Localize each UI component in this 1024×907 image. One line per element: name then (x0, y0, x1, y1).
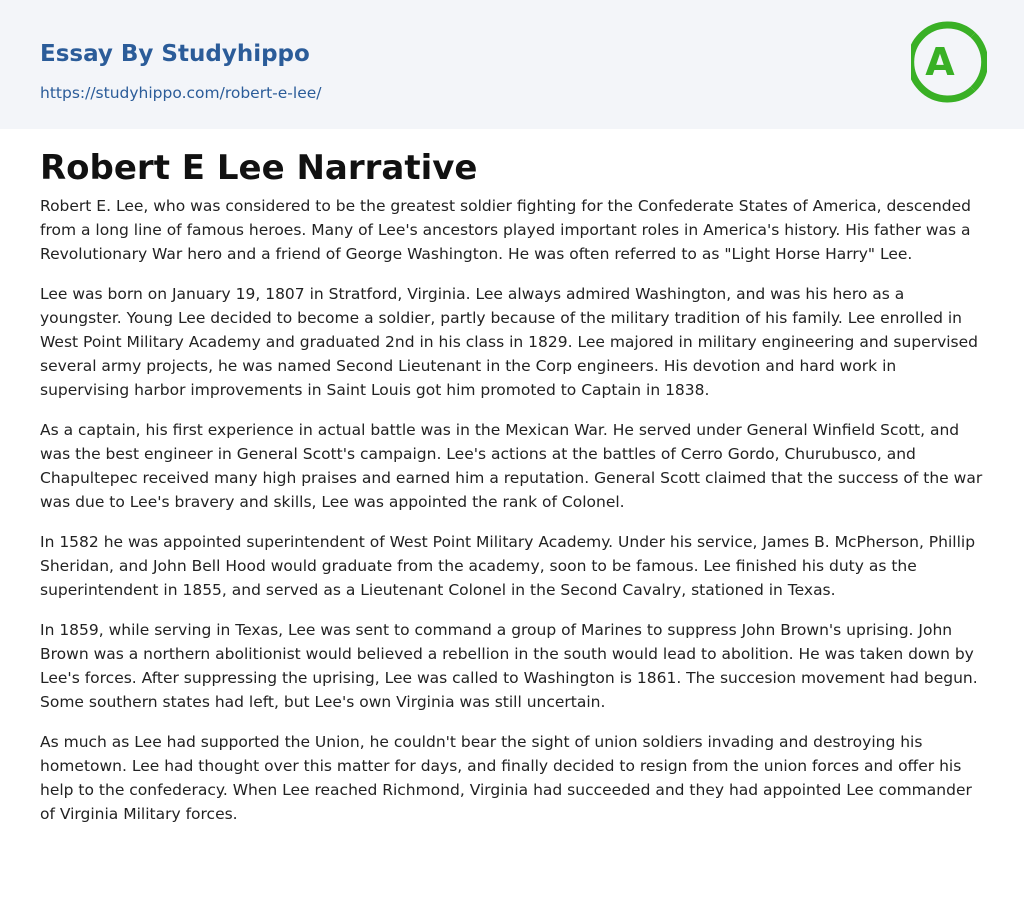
paragraph: Lee was born on January 19, 1807 in Stratford, Virginia. Lee always admired Washington, and was his hero as a youngster. Young Lee decided to become a soldier, partly because of the military tradition of his family. Lee enrolled in West Point Military Academy and graduated 2nd in his class in 1829. Lee majored in military engineering and supervised several army projects, he was named Second Lieutenant in the Corp engineers. His devotion and hard work in supervising harbor improvements in Saint Louis got him promoted to Captain in 1838. (40, 285, 978, 399)
source-url-link[interactable]: https://studyhippo.com/robert-e-lee/ (40, 84, 322, 102)
paragraph: In 1582 he was appointed superintendent of West Point Military Academy. Under his service, James B. McPherson, Phillip Sheridan, and John Bell Hood would graduate from the academy, soon to be famous. Lee finished his duty as the superintendent in 1855, and served as a Lieutenant Colonel in the Second Cavalry, stationed in Texas. (40, 533, 976, 599)
paragraph: As a captain, his first experience in actual battle was in the Mexican War. He served under General Winfield Scott, and was the best engineer in General Scott's campaign. Lee's actions at the battles of Cerro Gordo, Churubusco, and Chapultepec received many high praises and earned him a reputation. General Scott claimed that the success of the war was due to Lee's bravery and skills, Lee was appointed the rank of Colonel. (40, 421, 983, 511)
page-title: Robert E Lee Narrative (40, 148, 478, 188)
paragraph: As much as Lee had supported the Union, he couldn't bear the sight of union soldiers invading and destroying his hometown. Lee had thought over this matter for days, and finally decided to resign from the union forces and offer his help to the confederacy. When Lee reached Richmond, Virginia had succeeded and they had appointed Lee commander of Virginia Military forces. (40, 733, 972, 823)
article-body (40, 194, 988, 842)
logo-letter: A (925, 40, 955, 84)
brand-title: Essay By Studyhippo (40, 41, 310, 67)
paragraph: In 1859, while serving in Texas, Lee was sent to command a group of Marines to suppress John Brown's uprising. John Brown was a northern abolitionist would believed a rebellion in the south would lead to abolition. He was taken down by Lee's forces. After suppressing the uprising, Lee was called to Washington is 1861. The succesion movement had begun. Some southern states had left, but Lee's own Virginia was still uncertain. (40, 621, 978, 711)
paragraph: Robert E. Lee, who was considered to be the greatest soldier fighting for the Confederate States of America, descended from a long line of famous heroes. Many of Lee's ancestors played important roles in America's history. His father was a Revolutionary War hero and a friend of George Washington. He was often referred to as "Light Horse Harry" Lee. (40, 197, 971, 263)
studyhippo-logo-icon[interactable] (911, 18, 987, 106)
